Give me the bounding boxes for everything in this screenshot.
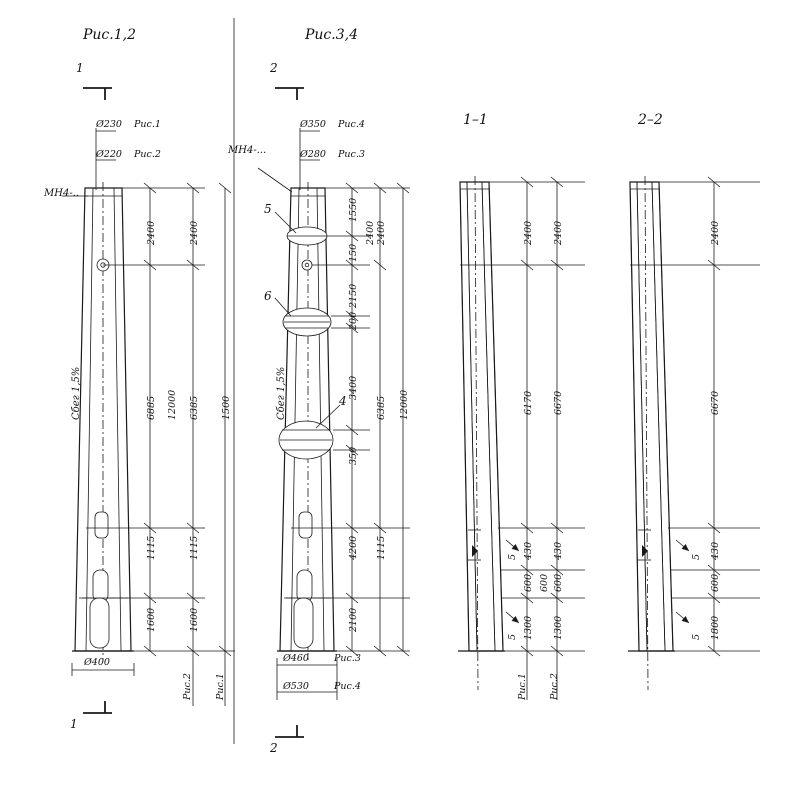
mid-dim-6385: 6385 bbox=[376, 395, 387, 420]
mid-dim-150: 150 bbox=[348, 243, 359, 262]
s22-dim-5-a: 5 bbox=[691, 553, 702, 560]
left-dim-12000: 12000 bbox=[167, 389, 178, 420]
s11-dim-600-b: 600 bbox=[553, 573, 564, 592]
s11-dim-430-a: 430 bbox=[523, 541, 534, 560]
mid-dia-bottom-1: Ø460 bbox=[283, 653, 309, 664]
left-dia-top-2-ref: Рис.2 bbox=[134, 149, 161, 160]
cut-mark-1-top: 1 bbox=[76, 61, 84, 75]
mid-dim-350: 350 bbox=[348, 446, 359, 465]
s11-ref-1: Рис.1 bbox=[517, 673, 528, 700]
title-fig-3-4: Рис.3,4 bbox=[305, 27, 358, 43]
mid-dia-bottom-2: Ø530 bbox=[283, 681, 309, 692]
s11-dim-5-a: 5 bbox=[507, 553, 518, 560]
left-dim-1115-b: 1115 bbox=[189, 535, 200, 560]
s22-dim-600: 600 bbox=[710, 573, 721, 592]
left-dim-6885: 6885 bbox=[146, 395, 157, 420]
mid-dim-2150: 2150 bbox=[348, 283, 359, 308]
title-fig-1-2: Рис.1,2 bbox=[83, 27, 136, 43]
s11-dim-1300-a: 1300 bbox=[523, 615, 534, 640]
left-dia-bottom: Ø400 bbox=[84, 657, 110, 668]
s22-dim-5-b: 5 bbox=[691, 633, 702, 640]
mid-dia-top-2-ref: Рис.3 bbox=[338, 149, 365, 160]
mid-dim-1115: 1115 bbox=[376, 535, 387, 560]
mid-dim-1550: 1550 bbox=[348, 197, 359, 222]
mid-dim-3400: 3400 bbox=[348, 375, 359, 400]
mid-dim-12000: 12000 bbox=[399, 389, 410, 420]
cut-mark-1-bottom: 1 bbox=[70, 717, 78, 731]
label-mh4-mid: МН4-... bbox=[228, 145, 267, 156]
left-dim-2400-b: 2400 bbox=[189, 220, 200, 245]
label-mh4-left: МН4-.. bbox=[44, 188, 80, 199]
s22-dim-6670: 6670 bbox=[710, 390, 721, 415]
title-section-2-2: 2–2 bbox=[638, 112, 663, 128]
s22-dim-1800: 1800 bbox=[710, 615, 721, 640]
mid-dim-4200: 4200 bbox=[348, 535, 359, 560]
left-dim-1600-a: 1600 bbox=[146, 607, 157, 632]
cut-mark-2-top: 2 bbox=[270, 61, 278, 75]
callout-4: 4 bbox=[339, 394, 347, 408]
s11-dim-1300-b: 1300 bbox=[553, 615, 564, 640]
s22-dim-430: 430 bbox=[710, 541, 721, 560]
cut-mark-2-bottom: 2 bbox=[270, 741, 278, 755]
callout-6: 6 bbox=[264, 289, 272, 303]
left-slope-label: Сбег 1,5% bbox=[71, 366, 82, 420]
s11-dim-6170: 6170 bbox=[523, 390, 534, 415]
left-dim-1500: 1500 bbox=[221, 395, 232, 420]
left-ref-bottom-1: Рис.2 bbox=[182, 673, 193, 700]
left-dim-1115-a: 1115 bbox=[146, 535, 157, 560]
mid-dim-2100: 2100 bbox=[348, 607, 359, 632]
s11-dim-2400-b: 2400 bbox=[553, 220, 564, 245]
s11-dim-430-b: 430 bbox=[553, 541, 564, 560]
mid-dia-top-1: Ø350 bbox=[300, 119, 326, 130]
s11-dim-600-a: 600 bbox=[523, 573, 534, 592]
left-ref-bottom-2: Рис.1 bbox=[215, 673, 226, 700]
callout-5: 5 bbox=[264, 202, 272, 216]
left-dia-top-1: Ø230 bbox=[96, 119, 122, 130]
s22-dim-2400: 2400 bbox=[710, 220, 721, 245]
s11-dim-600-c: 600 bbox=[539, 573, 550, 592]
mid-dia-top-2: Ø280 bbox=[300, 149, 326, 160]
mid-slope-label: Сбег 1,5% bbox=[276, 366, 287, 420]
mid-dim-2400-a: 2400 bbox=[376, 220, 387, 245]
mid-dia-bottom-2-ref: Рис.4 bbox=[334, 681, 361, 692]
left-dim-6385: 6385 bbox=[189, 395, 200, 420]
title-section-1-1: 1–1 bbox=[463, 112, 488, 128]
s11-dim-6670: 6670 bbox=[553, 390, 564, 415]
mid-dim-2400-b: 2400 bbox=[365, 220, 376, 245]
left-dim-2400-a: 2400 bbox=[146, 220, 157, 245]
s11-ref-2: Рис.2 bbox=[549, 673, 560, 700]
mid-dim-200: 200 bbox=[348, 311, 359, 330]
mid-dia-top-1-ref: Рис.4 bbox=[338, 119, 365, 130]
mid-dia-bottom-1-ref: Рис.3 bbox=[334, 653, 361, 664]
s11-dim-5-b: 5 bbox=[507, 633, 518, 640]
left-dia-top-1-ref: Рис.1 bbox=[134, 119, 161, 130]
left-dim-1600-b: 1600 bbox=[189, 607, 200, 632]
s11-dim-2400-a: 2400 bbox=[523, 220, 534, 245]
left-dia-top-2: Ø220 bbox=[96, 149, 122, 160]
